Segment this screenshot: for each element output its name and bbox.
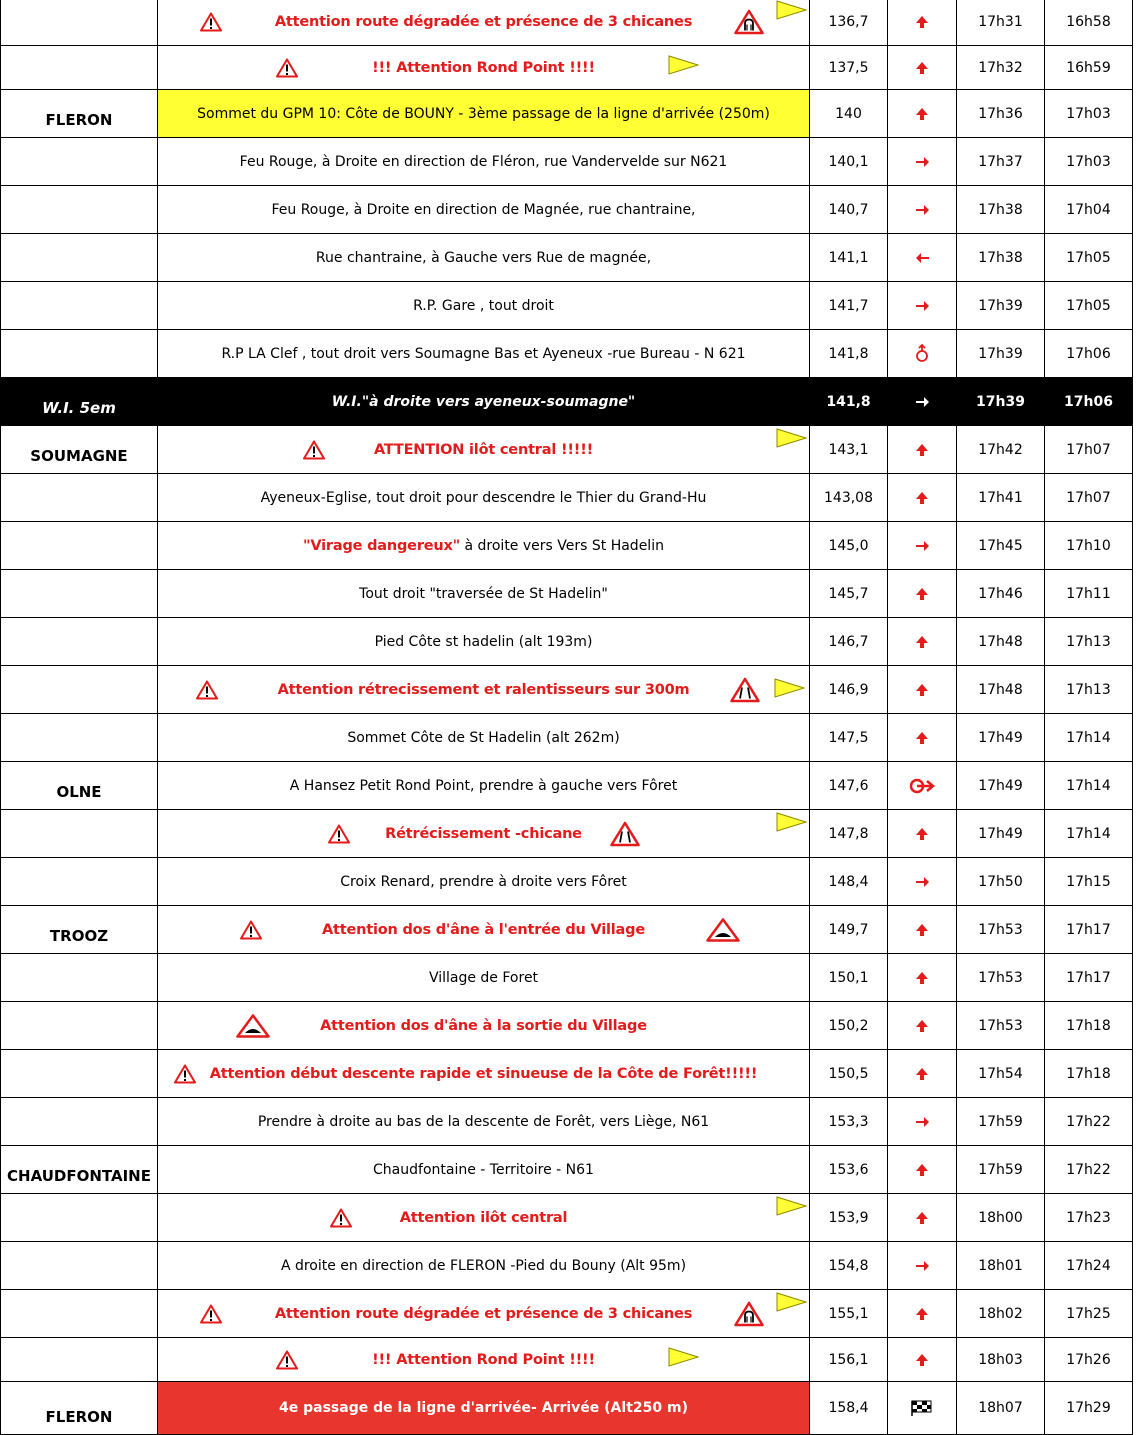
instruction-cell (158, 666, 810, 714)
km-cell: 141,8 (810, 378, 888, 426)
table-row (1, 666, 1133, 714)
place-cell (1, 1242, 158, 1290)
pennant-icon (668, 55, 700, 75)
place-name: FLERON (45, 1408, 113, 1426)
table-row (1, 330, 1133, 378)
table-row (1, 1002, 1133, 1050)
direction-arrow-icon (888, 426, 957, 474)
instruction-cell (158, 330, 810, 378)
direction-arrow-icon (888, 858, 957, 906)
instruction-text: Attention route dégradée et présence de 3 chicanes (274, 1305, 693, 1322)
table-row (1, 138, 1133, 186)
table-row (1, 1290, 1133, 1338)
instruction-text: !!! Attention Rond Point !!!! (372, 1351, 595, 1368)
table-row (1, 858, 1133, 906)
instruction-text: R.P LA Clef , tout droit vers Soumagne Bas et Ayeneux -rue Bureau - N 621 (221, 345, 746, 362)
km-cell: 145,0 (810, 522, 888, 570)
time-slow-cell: 17h26 (1045, 1338, 1133, 1382)
pennant-icon (776, 1196, 808, 1216)
direction-arrow-icon (888, 234, 957, 282)
place-cell (1, 810, 158, 858)
time-fast-cell: 17h50 (957, 858, 1045, 906)
time-slow-cell: 17h10 (1045, 522, 1133, 570)
instruction-text: Chaudfontaine - Territoire - N61 (373, 1161, 594, 1178)
instruction-text: Sommet Côte de St Hadelin (alt 262m) (347, 729, 620, 746)
time-slow-cell: 17h24 (1045, 1242, 1133, 1290)
instruction-text: Ayeneux-Eglise, tout droit pour descendre le Thier du Grand-Hu (260, 489, 707, 506)
instruction-cell (158, 474, 810, 522)
instruction-cell (158, 186, 810, 234)
km-cell: 149,7 (810, 906, 888, 954)
time-fast-cell: 17h45 (957, 522, 1045, 570)
instruction-text: Attention dos d'âne à la sortie du Village (320, 1017, 647, 1034)
km-cell: 143,1 (810, 426, 888, 474)
warning-icon (276, 1350, 298, 1369)
time-fast-cell: 17h38 (957, 186, 1045, 234)
speed-bump-icon (706, 918, 740, 942)
table-row (1, 90, 1133, 138)
direction-arrow-icon (888, 330, 957, 378)
instruction-text: !!! Attention Rond Point !!!! (372, 59, 595, 76)
place-cell (1, 138, 158, 186)
time-fast-cell: 18h07 (957, 1382, 1045, 1435)
instruction-text: à droite vers Vers St Hadelin (460, 537, 664, 554)
time-slow-cell: 17h17 (1045, 906, 1133, 954)
time-fast-cell: 18h03 (957, 1338, 1045, 1382)
table-row (1, 426, 1133, 474)
place-cell (1, 282, 158, 330)
direction-arrow-icon (888, 522, 957, 570)
km-cell: 141,1 (810, 234, 888, 282)
time-slow-cell: 17h06 (1045, 330, 1133, 378)
pennant-icon (776, 0, 808, 20)
direction-arrow-icon (888, 1146, 957, 1194)
place-name: FLERON (45, 111, 113, 129)
place-cell (1, 858, 158, 906)
instruction-cell (158, 570, 810, 618)
time-fast-cell: 17h53 (957, 1002, 1045, 1050)
table-row (1, 186, 1133, 234)
pennant-icon (774, 678, 806, 698)
time-slow-cell: 17h14 (1045, 762, 1133, 810)
time-fast-cell: 17h59 (957, 1098, 1045, 1146)
table-row (1, 234, 1133, 282)
table-row (1, 954, 1133, 1002)
instruction-cell (158, 858, 810, 906)
warning-icon (330, 1208, 352, 1227)
direction-arrow-icon (888, 282, 957, 330)
place-cell (1, 0, 158, 46)
direction-arrow-icon (888, 474, 957, 522)
time-slow-cell: 17h14 (1045, 714, 1133, 762)
time-slow-cell: 17h05 (1045, 282, 1133, 330)
table-row (1, 1050, 1133, 1098)
direction-arrow-icon (888, 1050, 957, 1098)
time-fast-cell: 17h31 (957, 0, 1045, 46)
time-fast-cell: 18h02 (957, 1290, 1045, 1338)
place-cell (1, 1098, 158, 1146)
km-cell: 137,5 (810, 46, 888, 90)
instruction-text: Attention ilôt central (399, 1209, 568, 1226)
chicane-warning-icon (734, 9, 764, 34)
table-row (1, 378, 1133, 426)
direction-arrow-icon (888, 138, 957, 186)
instruction-cell (158, 46, 810, 90)
time-fast-cell: 17h49 (957, 762, 1045, 810)
place-cell (1, 522, 158, 570)
table-row (1, 46, 1133, 90)
direction-arrow-icon (888, 1338, 957, 1382)
instruction-text: Sommet du GPM 10: Côte de BOUNY - 3ème passage de la ligne d'arrivée (250m) (197, 105, 770, 122)
place-name: SOUMAGNE (30, 447, 128, 465)
table-row (1, 282, 1133, 330)
km-cell: 136,7 (810, 0, 888, 46)
place-cell (1, 186, 158, 234)
table-row (1, 1338, 1133, 1382)
instruction-text: Attention dos d'âne à l'entrée du Village (322, 921, 645, 938)
table-row (1, 522, 1133, 570)
time-slow-cell: 16h59 (1045, 46, 1133, 90)
narrowing-warning-icon (730, 677, 760, 702)
km-cell: 140 (810, 90, 888, 138)
instruction-text: ATTENTION ilôt central !!!!! (373, 441, 594, 458)
instruction-text: Feu Rouge, à Droite en direction de Fléron, rue Vandervelde sur N621 (239, 153, 728, 170)
place-cell (1, 234, 158, 282)
place-name: CHAUDFONTAINE (7, 1167, 151, 1185)
direction-arrow-icon (888, 618, 957, 666)
time-slow-cell: 17h22 (1045, 1146, 1133, 1194)
time-fast-cell: 17h48 (957, 618, 1045, 666)
table-row (1, 906, 1133, 954)
place-cell (1, 906, 158, 954)
time-fast-cell: 17h36 (957, 90, 1045, 138)
instruction-text: A Hansez Petit Rond Point, prendre à gauche vers Fôret (289, 777, 678, 794)
direction-arrow-icon (888, 1194, 957, 1242)
instruction-text: W.I."à droite vers ayeneux-soumagne" (331, 393, 636, 410)
instruction-text: Feu Rouge, à Droite en direction de Magnée, rue chantraine, (271, 201, 696, 218)
place-name: TROOZ (49, 927, 109, 945)
pennant-icon (776, 1292, 808, 1312)
instruction-cell (158, 426, 810, 474)
instruction-cell (158, 1050, 810, 1098)
time-fast-cell: 17h46 (957, 570, 1045, 618)
instruction-cell (158, 90, 810, 138)
km-cell: 143,08 (810, 474, 888, 522)
instruction-cell (158, 0, 810, 46)
direction-arrow-icon (888, 906, 957, 954)
time-slow-cell: 17h06 (1045, 378, 1133, 426)
instruction-text: Attention route dégradée et présence de 3 chicanes (274, 13, 693, 30)
instruction-cell (158, 522, 810, 570)
instruction-cell (158, 138, 810, 186)
instruction-cell (158, 1194, 810, 1242)
place-cell (1, 570, 158, 618)
km-cell: 150,2 (810, 1002, 888, 1050)
place-cell (1, 1290, 158, 1338)
km-cell: 155,1 (810, 1290, 888, 1338)
pennant-icon (776, 812, 808, 832)
time-fast-cell: 17h49 (957, 810, 1045, 858)
direction-arrow-icon (888, 0, 957, 46)
place-cell (1, 90, 158, 138)
km-cell: 146,7 (810, 618, 888, 666)
km-cell: 154,8 (810, 1242, 888, 1290)
table-row (1, 570, 1133, 618)
warning-icon (240, 920, 262, 939)
time-slow-cell: 17h13 (1045, 666, 1133, 714)
place-cell (1, 426, 158, 474)
table-row (1, 618, 1133, 666)
place-cell (1, 714, 158, 762)
instruction-cell (158, 1002, 810, 1050)
time-slow-cell: 17h13 (1045, 618, 1133, 666)
km-cell: 156,1 (810, 1338, 888, 1382)
warning-icon (200, 12, 222, 31)
instruction-text: Attention début descente rapide et sinueuse de la Côte de Forêt!!!!! (209, 1065, 758, 1082)
place-cell (1, 46, 158, 90)
place-name: OLNE (56, 783, 102, 801)
instruction-cell (158, 1382, 810, 1435)
time-fast-cell: 17h53 (957, 954, 1045, 1002)
time-slow-cell: 17h07 (1045, 474, 1133, 522)
time-fast-cell: 17h48 (957, 666, 1045, 714)
table-row (1, 810, 1133, 858)
place-name: W.I. 5em (42, 399, 116, 417)
km-cell: 140,1 (810, 138, 888, 186)
warning-icon (328, 824, 350, 843)
instruction-text: Village de Foret (428, 969, 539, 986)
time-fast-cell: 17h42 (957, 426, 1045, 474)
time-slow-cell: 17h14 (1045, 810, 1133, 858)
direction-arrow-icon (888, 1290, 957, 1338)
instruction-text: Rétrécissement -chicane (385, 825, 582, 842)
table-row (1, 474, 1133, 522)
direction-arrow-icon (888, 666, 957, 714)
time-fast-cell: 17h59 (957, 1146, 1045, 1194)
time-slow-cell: 17h05 (1045, 234, 1133, 282)
time-slow-cell: 17h03 (1045, 90, 1133, 138)
place-cell (1, 1050, 158, 1098)
instruction-cell (158, 714, 810, 762)
table-row (1, 1146, 1133, 1194)
table-row (1, 0, 1133, 46)
instruction-cell (158, 378, 810, 426)
place-cell (1, 954, 158, 1002)
instruction-text: R.P. Gare , tout droit (413, 297, 554, 314)
time-fast-cell: 17h32 (957, 46, 1045, 90)
place-cell (1, 1146, 158, 1194)
time-fast-cell: 17h53 (957, 906, 1045, 954)
time-fast-cell: 17h37 (957, 138, 1045, 186)
km-cell: 140,7 (810, 186, 888, 234)
place-cell (1, 1194, 158, 1242)
time-slow-cell: 17h17 (1045, 954, 1133, 1002)
direction-arrow-icon (888, 762, 957, 810)
time-slow-cell: 17h25 (1045, 1290, 1133, 1338)
time-fast-cell: 17h41 (957, 474, 1045, 522)
direction-arrow-icon (888, 1098, 957, 1146)
direction-arrow-icon (888, 1002, 957, 1050)
direction-arrow-icon (888, 954, 957, 1002)
finish-flag-icon (888, 1382, 957, 1435)
place-cell (1, 330, 158, 378)
place-cell (1, 1338, 158, 1382)
warning-icon (196, 680, 218, 699)
time-fast-cell: 17h39 (957, 282, 1045, 330)
km-cell: 146,9 (810, 666, 888, 714)
direction-arrow-icon (888, 90, 957, 138)
table-row (1, 1098, 1133, 1146)
narrowing-warning-icon (610, 821, 640, 846)
place-cell (1, 1382, 158, 1435)
time-fast-cell: 17h39 (957, 378, 1045, 426)
km-cell: 145,7 (810, 570, 888, 618)
time-slow-cell: 17h07 (1045, 426, 1133, 474)
time-slow-cell: 17h15 (1045, 858, 1133, 906)
instruction-text: Attention rétrecissement et ralentisseurs sur 300m (277, 681, 690, 698)
place-cell (1, 666, 158, 714)
table-row (1, 714, 1133, 762)
instruction-cell (158, 810, 810, 858)
time-fast-cell: 18h01 (957, 1242, 1045, 1290)
time-fast-cell: 18h00 (957, 1194, 1045, 1242)
time-slow-cell: 17h29 (1045, 1382, 1133, 1435)
instruction-cell (158, 282, 810, 330)
km-cell: 158,4 (810, 1382, 888, 1435)
instruction-cell (158, 1290, 810, 1338)
pennant-icon (668, 1347, 700, 1367)
km-cell: 147,6 (810, 762, 888, 810)
direction-arrow-icon (888, 1242, 957, 1290)
time-slow-cell: 17h03 (1045, 138, 1133, 186)
instruction-text: Prendre à droite au bas de la descente de Forêt, vers Liège, N61 (257, 1113, 710, 1130)
warning-icon (200, 1304, 222, 1323)
km-cell: 147,8 (810, 810, 888, 858)
km-cell: 141,8 (810, 330, 888, 378)
table-row (1, 1382, 1133, 1435)
direction-arrow-icon (888, 570, 957, 618)
km-cell: 153,9 (810, 1194, 888, 1242)
table-row (1, 762, 1133, 810)
direction-arrow-icon (888, 714, 957, 762)
instruction-text: Tout droit "traversée de St Hadelin" (359, 585, 608, 602)
time-fast-cell: 17h54 (957, 1050, 1045, 1098)
km-cell: 148,4 (810, 858, 888, 906)
time-slow-cell: 17h04 (1045, 186, 1133, 234)
instruction-cell (158, 1146, 810, 1194)
instruction-cell (158, 954, 810, 1002)
instruction-cell (158, 1338, 810, 1382)
place-cell (1, 762, 158, 810)
km-cell: 141,7 (810, 282, 888, 330)
km-cell: 153,3 (810, 1098, 888, 1146)
direction-arrow-icon (888, 378, 957, 426)
instruction-text: A droite en direction de FLERON -Pied du Bouny (Alt 95m) (280, 1257, 687, 1274)
time-slow-cell: 17h18 (1045, 1002, 1133, 1050)
time-slow-cell: 17h23 (1045, 1194, 1133, 1242)
time-fast-cell: 17h49 (957, 714, 1045, 762)
speed-bump-icon (236, 1014, 270, 1038)
table-row (1, 1194, 1133, 1242)
km-cell: 147,5 (810, 714, 888, 762)
place-cell (1, 474, 158, 522)
instruction-cell (158, 1242, 810, 1290)
place-cell (1, 1002, 158, 1050)
direction-arrow-icon (888, 46, 957, 90)
pennant-icon (776, 428, 808, 448)
km-cell: 150,1 (810, 954, 888, 1002)
instruction-text: Croix Renard, prendre à droite vers Fôret (340, 873, 627, 890)
instruction-cell (158, 1098, 810, 1146)
time-fast-cell: 17h38 (957, 234, 1045, 282)
chicane-warning-icon (734, 1301, 764, 1326)
direction-arrow-icon (888, 186, 957, 234)
warning-icon (303, 440, 325, 459)
direction-arrow-icon (888, 810, 957, 858)
time-slow-cell: 17h18 (1045, 1050, 1133, 1098)
km-cell: 153,6 (810, 1146, 888, 1194)
instruction-cell (158, 234, 810, 282)
table-row (1, 1242, 1133, 1290)
instruction-cell (158, 618, 810, 666)
instruction-text: Rue chantraine, à Gauche vers Rue de magnée, (315, 249, 652, 266)
time-slow-cell: 17h11 (1045, 570, 1133, 618)
instruction-text: 4e passage de la ligne d'arrivée- Arrivée (Alt250 m) (279, 1400, 688, 1416)
warning-icon (276, 58, 298, 77)
instruction-text: Pied Côte st hadelin (alt 193m) (374, 633, 593, 650)
place-cell (1, 618, 158, 666)
time-slow-cell: 17h22 (1045, 1098, 1133, 1146)
warning-icon (174, 1064, 196, 1083)
place-cell (1, 378, 158, 426)
instruction-cell (158, 762, 810, 810)
danger-label: "Virage dangereux" (303, 537, 461, 554)
time-slow-cell: 16h58 (1045, 0, 1133, 46)
km-cell: 150,5 (810, 1050, 888, 1098)
instruction-cell (158, 906, 810, 954)
time-fast-cell: 17h39 (957, 330, 1045, 378)
